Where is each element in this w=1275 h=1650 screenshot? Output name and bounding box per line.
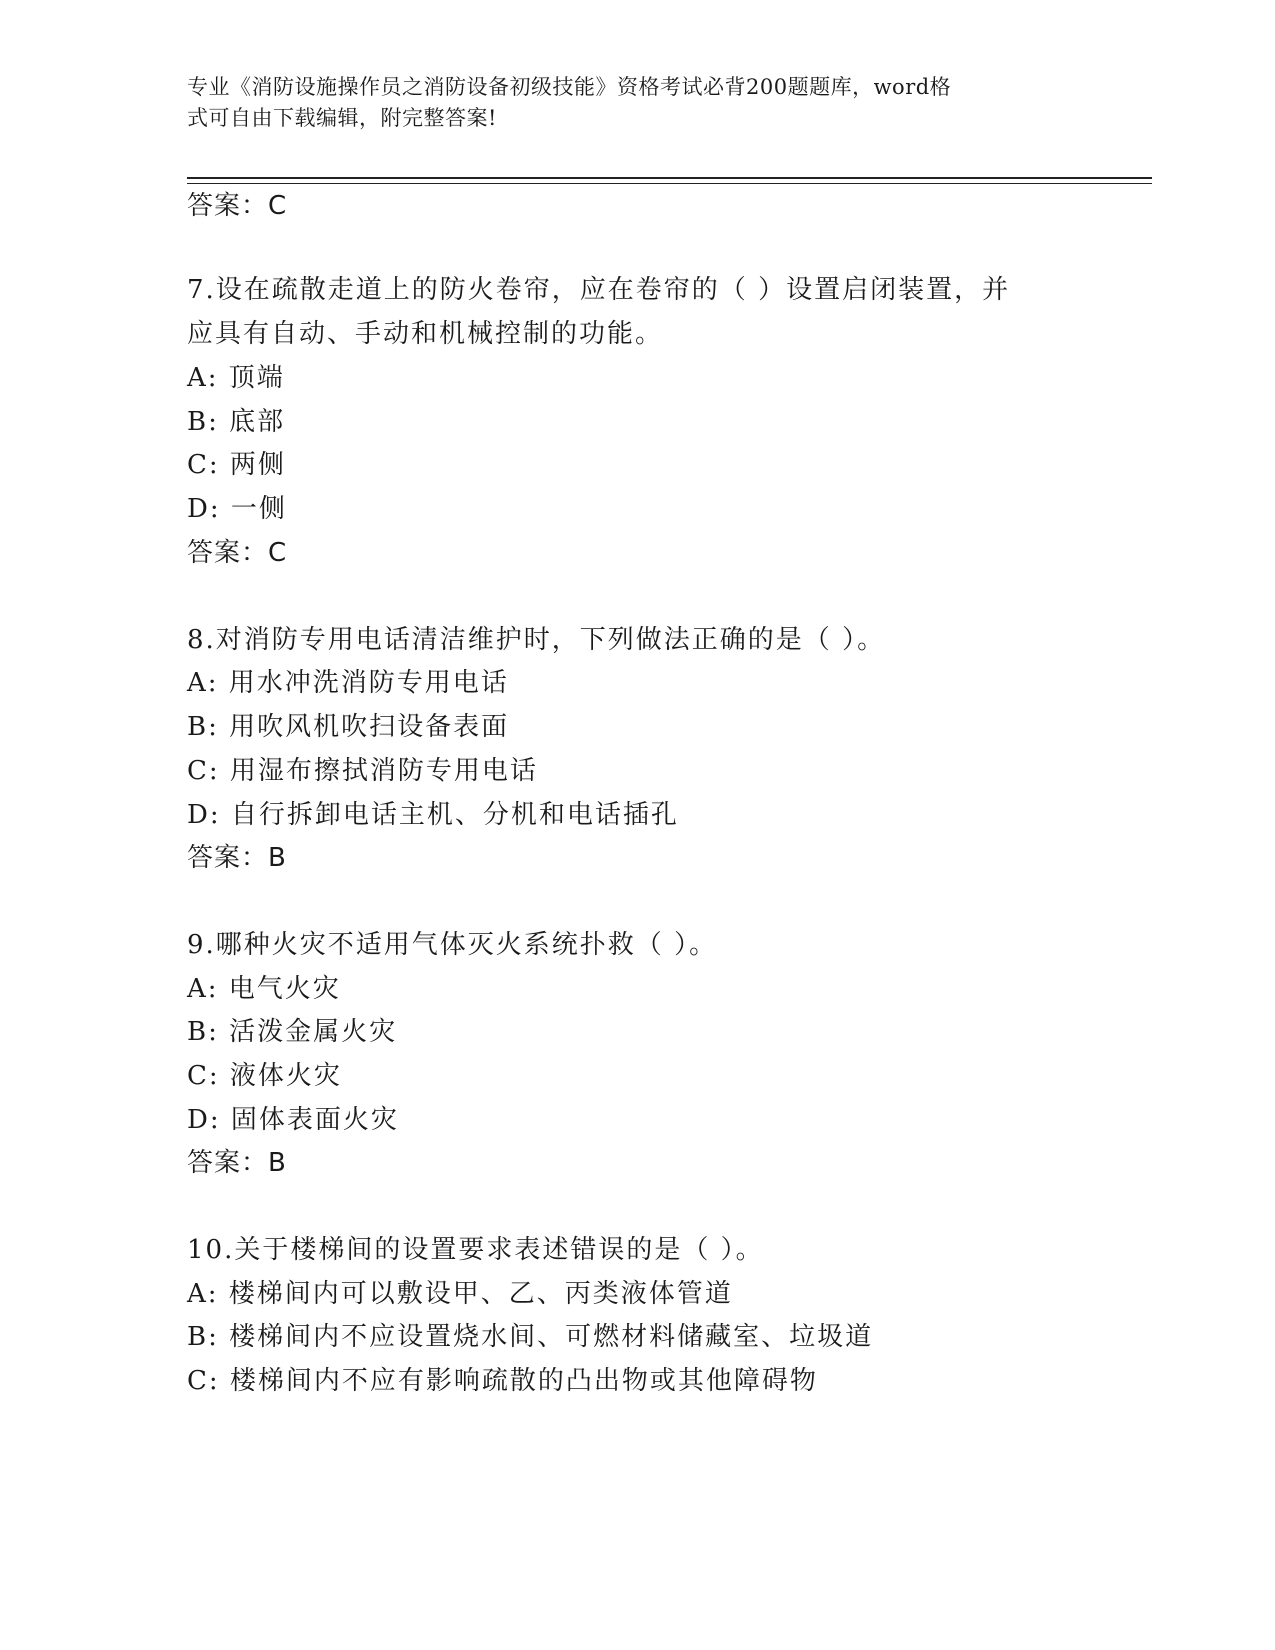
header-divider-thin (187, 183, 1152, 184)
question-9-stem: 9.哪种火灾不适用气体灭火系统扑救（ ）。 (187, 930, 718, 960)
question-9-option-b: B: 活泼金属火灾 (187, 1017, 398, 1047)
question-8-option-d: D: 自行拆卸电话主机、分机和电话插孔 (187, 800, 679, 830)
question-10-option-b: B: 楼梯间内不应设置烧水间、可燃材料储藏室、垃圾道 (187, 1322, 874, 1352)
question-9-answer: 答案：B (187, 1148, 287, 1178)
question-8-option-a: A: 用水冲洗消防专用电话 (187, 668, 509, 698)
question-7-option-c: C: 两侧 (187, 450, 286, 480)
question-10-option-c: C: 楼梯间内不应有影响疏散的凸出物或其他障碍物 (187, 1366, 818, 1396)
question-7-option-d: D: 一侧 (187, 494, 287, 524)
question-8-stem: 8.对消防专用电话清洁维护时，下列做法正确的是（ ）。 (187, 625, 886, 655)
question-7-stem-line-2: 应具有自动、手动和机械控制的功能。 (187, 319, 664, 349)
question-7-option-a: A: 顶端 (187, 363, 285, 393)
answer-previous: 答案：C (187, 191, 288, 221)
header-divider-thick (187, 177, 1152, 179)
question-7-answer: 答案：C (187, 538, 288, 568)
header-line-1: 专业《消防设施操作员之消防设备初级技能》资格考试必背200题题库，word格 (187, 75, 952, 99)
question-10-stem: 10.关于楼梯间的设置要求表述错误的是（ ）。 (187, 1235, 764, 1265)
question-10-option-a: A: 楼梯间内可以敷设甲、乙、丙类液体管道 (187, 1279, 733, 1309)
question-8-option-b: B: 用吹风机吹扫设备表面 (187, 712, 510, 742)
document-header (187, 72, 1067, 134)
question-8-answer: 答案：B (187, 843, 287, 873)
header-line-2: 式可自由下载编辑，附完整答案! (187, 106, 497, 130)
question-7-stem-line-1: 7.设在疏散走道上的防火卷帘，应在卷帘的（ ）设置启闭装置，并 (187, 275, 1011, 305)
question-9-option-d: D: 固体表面火灾 (187, 1105, 399, 1135)
question-9-option-a: A: 电气火灾 (187, 974, 341, 1004)
question-7-option-b: B: 底部 (187, 407, 286, 437)
question-8-option-c: C: 用湿布擦拭消防专用电话 (187, 756, 538, 786)
question-9-option-c: C: 液体火灾 (187, 1061, 342, 1091)
